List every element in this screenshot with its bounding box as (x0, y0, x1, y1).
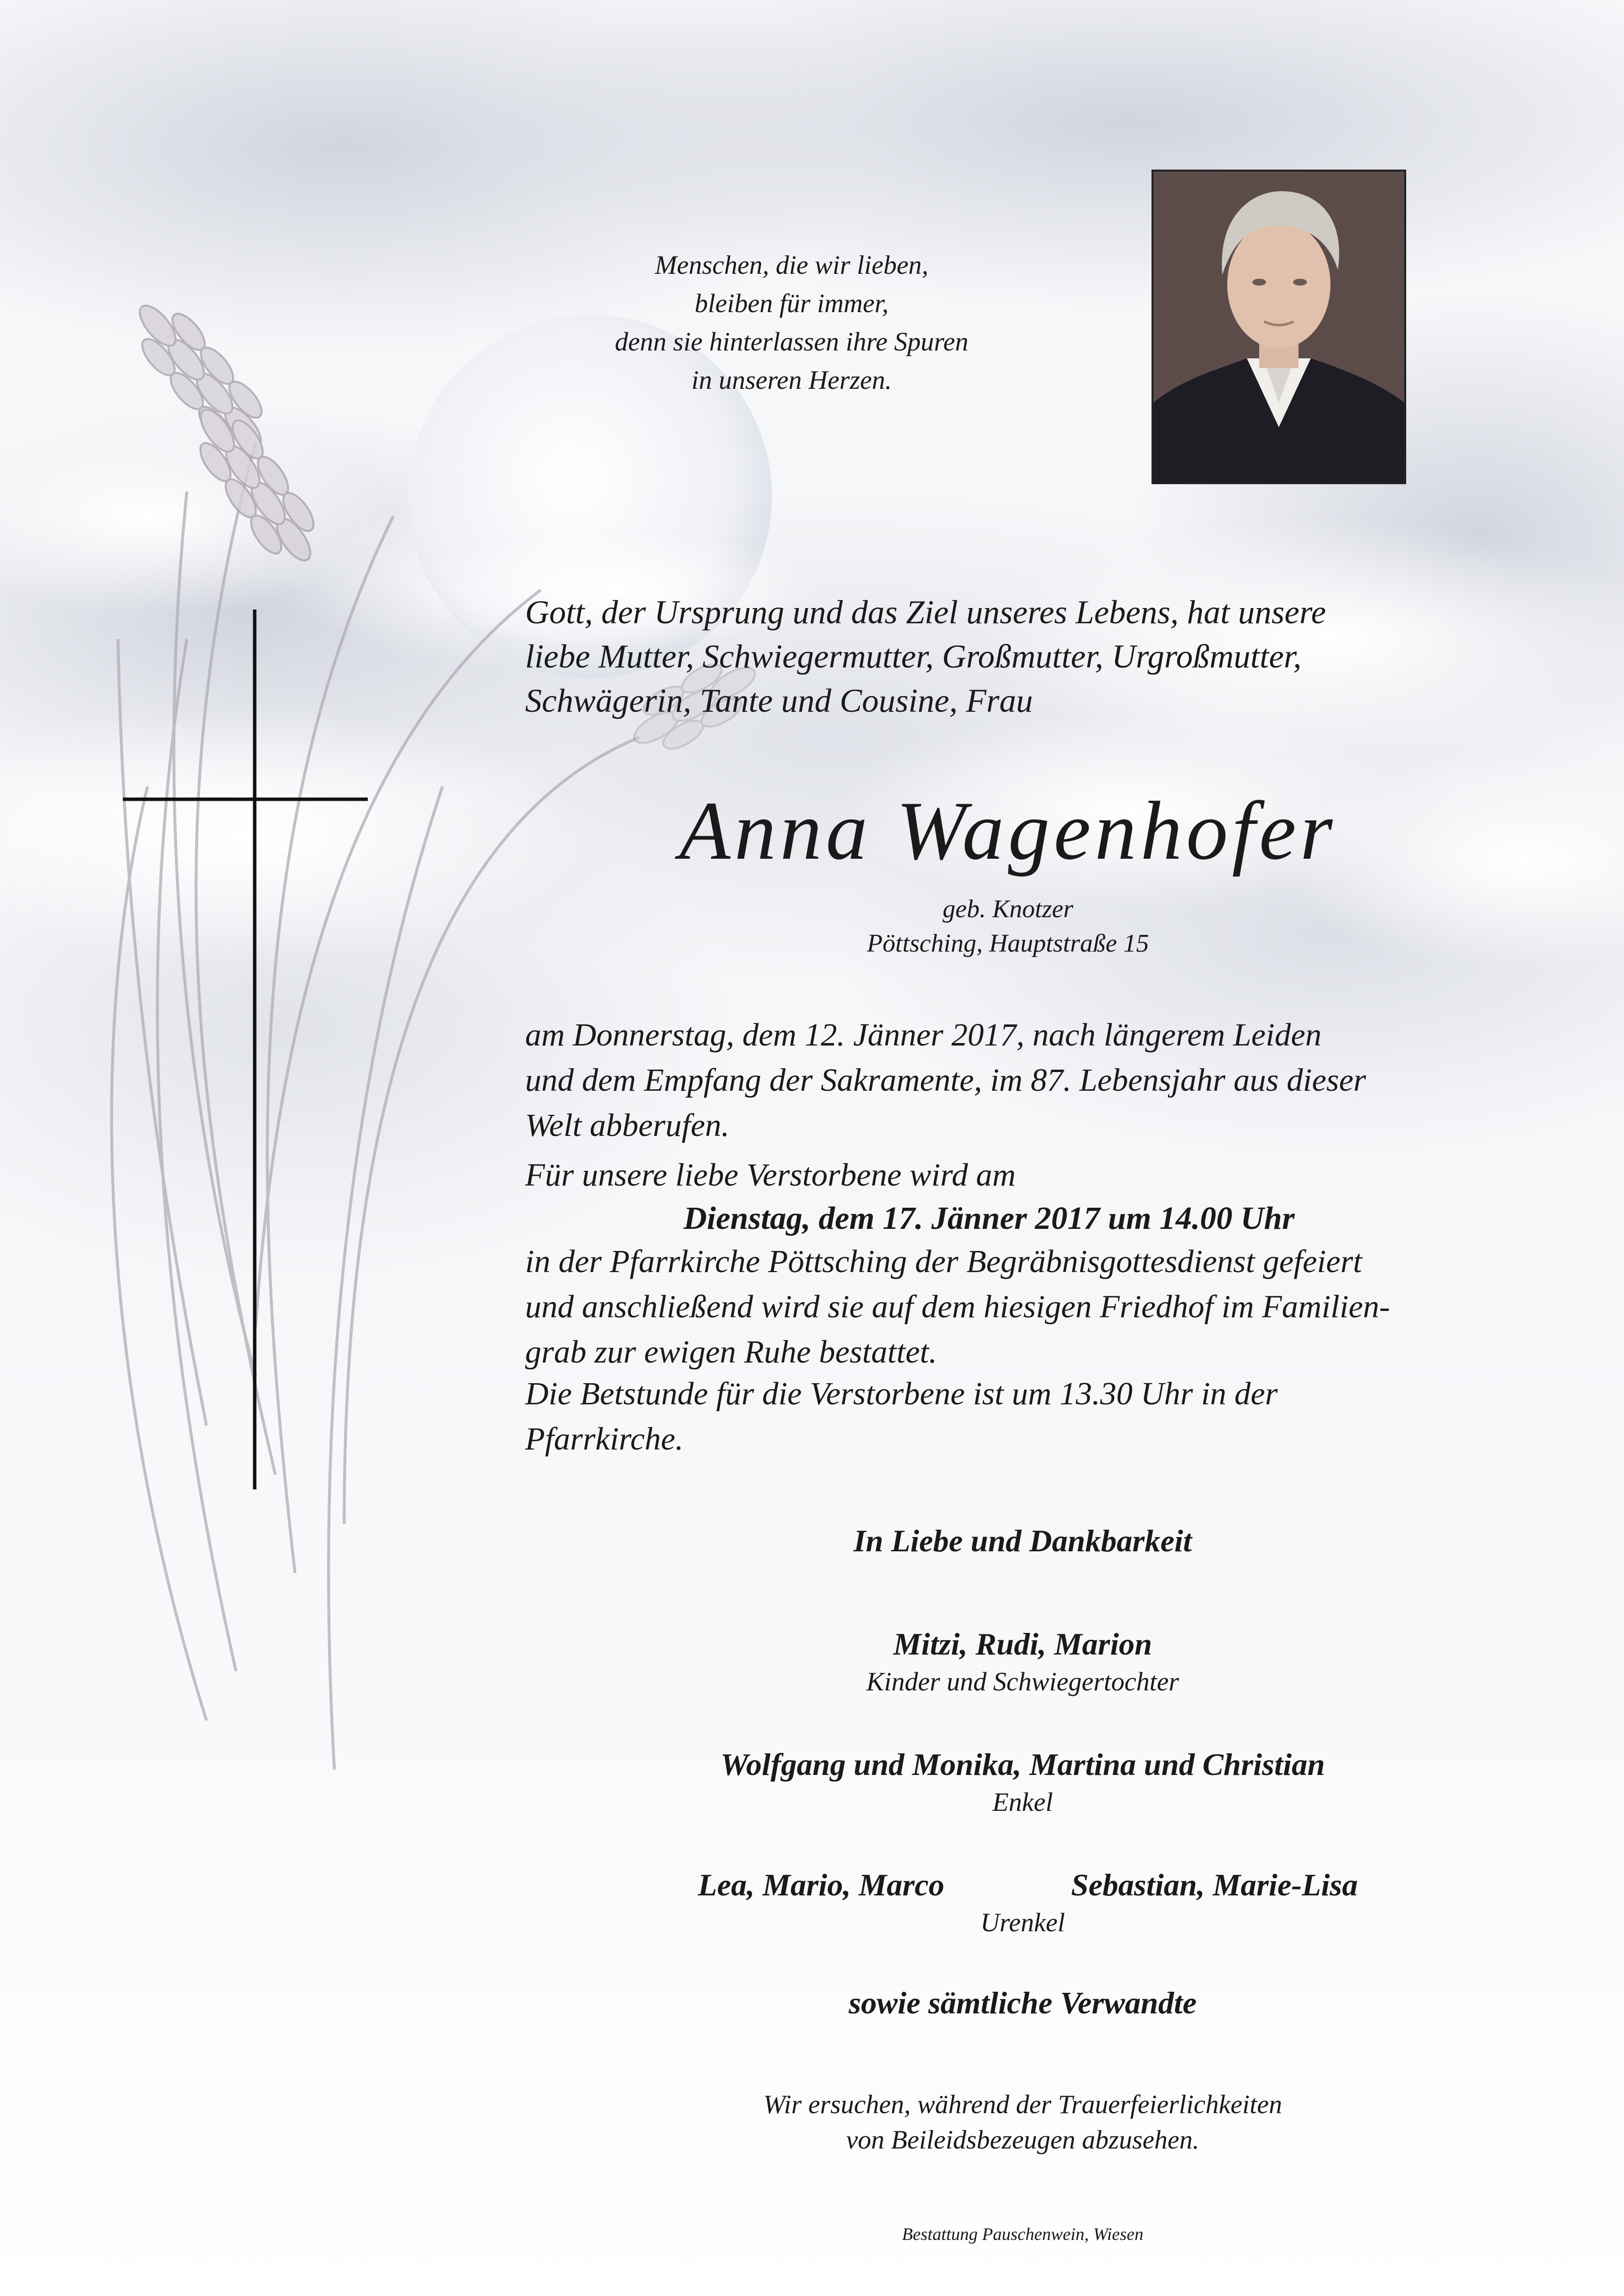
death-line: und dem Empfang der Sakramente, im 87. Lebensjahr aus dieser (525, 1062, 1366, 1098)
death-line: am Donnerstag, dem 12. Jänner 2017, nach längerem Leiden (525, 1017, 1322, 1053)
deceased-details (738, 892, 1278, 961)
funeral-line: grab zur ewigen Ruhe bestattet. (525, 1334, 937, 1370)
funeral-lead: Für unsere liebe Verstorbene wird am (525, 1157, 1016, 1193)
prayer-line: Pfarrkirche. (525, 1421, 683, 1457)
quote-line: in unseren Herzen. (691, 365, 892, 395)
death-line: Welt abberufen. (525, 1107, 730, 1143)
children-names: Mitzi, Rudi, Marion (893, 1627, 1152, 1661)
intro-text (525, 590, 1489, 723)
deceased-name: Anna Wagenhofer (679, 785, 1337, 877)
undertaker: Bestattung Pauschenwein, Wiesen (902, 2224, 1144, 2244)
request-line: Wir ersuchen, während der Trauerfeierlichkeiten (763, 2090, 1282, 2119)
prayer-line: Die Betstunde für die Verstorbene ist um 13.30 Uhr in der (525, 1376, 1278, 1412)
intro-line: Gott, der Ursprung und das Ziel unseres Lebens, hat unsere (525, 593, 1326, 631)
great-grandchildren-role: Urenkel (980, 1908, 1065, 1937)
funeral-line: und anschließend wird sie auf dem hiesigen Friedhof im Familien- (525, 1289, 1390, 1325)
quote (521, 246, 1062, 399)
quote-line: denn sie hinterlassen ihre Spuren (615, 327, 969, 356)
quote-line: bleiben für immer, (694, 289, 889, 318)
great-grandchildren-names: Lea, Mario, Marco (698, 1867, 945, 1902)
quote-line: Menschen, die wir lieben, (654, 250, 929, 280)
grandchildren-role: Enkel (992, 1787, 1053, 1817)
prayer-hour (525, 1371, 1508, 1462)
children-role: Kinder und Schwiegertochter (866, 1667, 1179, 1696)
intro-line: Schwägerin, Tante und Cousine, Frau (525, 682, 1033, 719)
relatives-line: sowie sämtliche Verwandte (849, 1985, 1197, 2020)
funeral-text (525, 1239, 1508, 1375)
funeral-date: Dienstag, dem 17. Jänner 2017 um 14.00 Uhr (683, 1200, 1295, 1236)
address: Pöttsching, Hauptstraße 15 (867, 930, 1149, 958)
portrait-photo (1152, 170, 1406, 484)
funeral-line: in der Pfarrkirche Pöttsching der Begräbnisgottesdienst gefeiert (525, 1244, 1362, 1279)
maiden-name: geb. Knotzer (943, 895, 1073, 923)
great-grandchildren-names: Sebastian, Marie-Lisa (1071, 1867, 1358, 1902)
intro-line: liebe Mutter, Schwiegermutter, Großmutter, Urgroßmutter, (525, 638, 1301, 675)
grandchildren-names: Wolfgang und Monika, Martina und Christian (720, 1747, 1325, 1782)
death-notice (525, 1013, 1508, 1148)
condolence-request (639, 2087, 1406, 2157)
thanks-heading: In Liebe und Dankbarkeit (853, 1523, 1192, 1558)
request-line: von Beileidsbezeugen abzusehen. (846, 2125, 1200, 2154)
